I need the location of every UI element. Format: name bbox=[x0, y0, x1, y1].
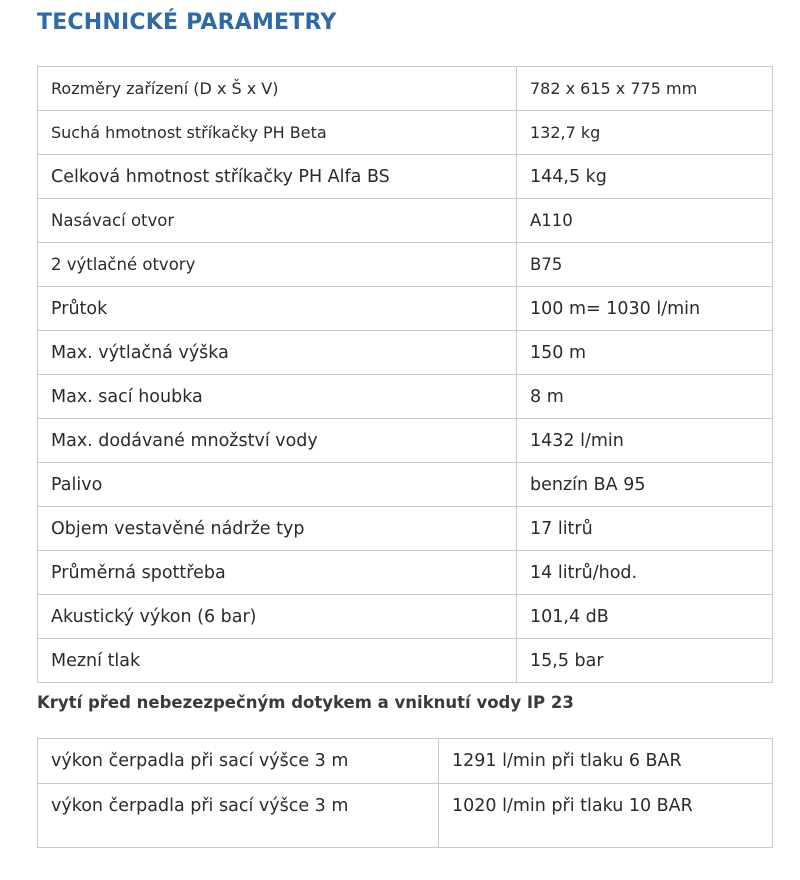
spec-value: 144,5 kg bbox=[517, 155, 773, 199]
spec-label: 2 výtlačné otvory bbox=[38, 243, 517, 287]
spec-label: Rozměry zařízení (D x Š x V) bbox=[38, 67, 517, 111]
spec-value: 150 m bbox=[517, 331, 773, 375]
spec-label: Akustický výkon (6 bar) bbox=[38, 595, 517, 639]
pump-performance-table bbox=[37, 738, 773, 848]
table-row bbox=[38, 243, 773, 287]
spec-value: 101,4 dB bbox=[517, 595, 773, 639]
spec-label: Průtok bbox=[38, 287, 517, 331]
specs-table bbox=[37, 66, 773, 683]
table-row bbox=[38, 784, 773, 848]
spec-value: 8 m bbox=[517, 375, 773, 419]
spec-value: 14 litrů/hod. bbox=[517, 551, 773, 595]
spec-value: 17 litrů bbox=[517, 507, 773, 551]
performance-value: 1020 l/min při tlaku 10 BAR bbox=[439, 784, 773, 848]
spec-label: Palivo bbox=[38, 463, 517, 507]
table-row bbox=[38, 507, 773, 551]
spec-value: A110 bbox=[517, 199, 773, 243]
spec-label: Max. dodávané množství vody bbox=[38, 419, 517, 463]
table-row bbox=[38, 67, 773, 111]
performance-label: výkon čerpadla při sací výšce 3 m bbox=[38, 784, 439, 848]
performance-label: výkon čerpadla při sací výšce 3 m bbox=[38, 739, 439, 784]
table-row bbox=[38, 419, 773, 463]
table-row bbox=[38, 595, 773, 639]
table-row bbox=[38, 463, 773, 507]
table-row bbox=[38, 739, 773, 784]
table-row bbox=[38, 551, 773, 595]
table-row bbox=[38, 155, 773, 199]
spec-value: B75 bbox=[517, 243, 773, 287]
spec-label: Nasávací otvor bbox=[38, 199, 517, 243]
spec-label: Průměrná spottřeba bbox=[38, 551, 517, 595]
section-title: TECHNICKÉ PARAMETRY bbox=[37, 10, 337, 35]
performance-value: 1291 l/min při tlaku 6 BAR bbox=[439, 739, 773, 784]
protection-note: Krytí před nebezezpečným dotykem a vniknutí vody IP 23 bbox=[37, 693, 574, 712]
spec-label: Celková hmotnost stříkačky PH Alfa BS bbox=[38, 155, 517, 199]
spec-label: Max. sací houbka bbox=[38, 375, 517, 419]
spec-label: Mezní tlak bbox=[38, 639, 517, 683]
table-row bbox=[38, 331, 773, 375]
spec-value: 15,5 bar bbox=[517, 639, 773, 683]
spec-label: Suchá hmotnost stříkačky PH Beta bbox=[38, 111, 517, 155]
table-row bbox=[38, 639, 773, 683]
table-row bbox=[38, 375, 773, 419]
table-row bbox=[38, 111, 773, 155]
spec-label: Max. výtlačná výška bbox=[38, 331, 517, 375]
table-row bbox=[38, 199, 773, 243]
spec-value: 132,7 kg bbox=[517, 111, 773, 155]
spec-value: 100 m= 1030 l/min bbox=[517, 287, 773, 331]
spec-label: Objem vestavěné nádrže typ bbox=[38, 507, 517, 551]
spec-value: 782 x 615 x 775 mm bbox=[517, 67, 773, 111]
spec-value: benzín BA 95 bbox=[517, 463, 773, 507]
spec-value: 1432 l/min bbox=[517, 419, 773, 463]
table-row bbox=[38, 287, 773, 331]
